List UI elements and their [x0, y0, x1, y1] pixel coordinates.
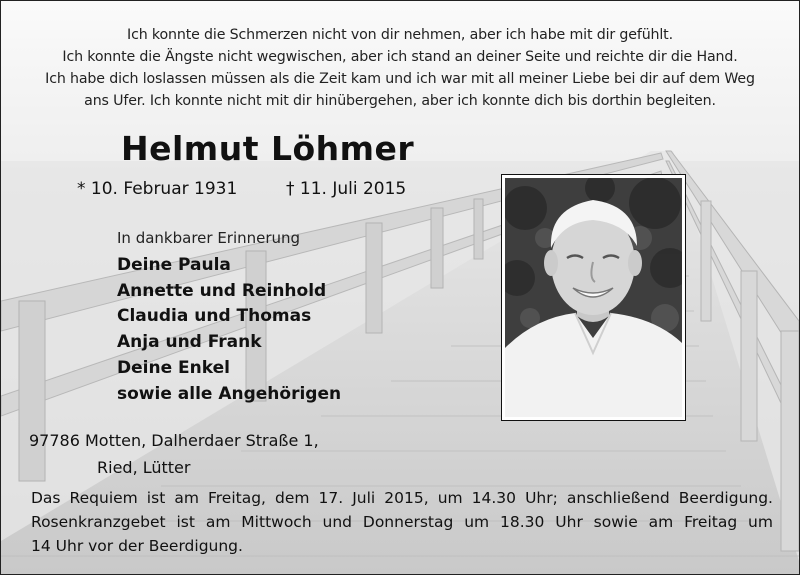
mourners-list [117, 253, 341, 407]
poem-line-2: Ich konnte die Ängste nicht wegwischen, aber ich stand an deiner Seite und reichte dir die Hand. [62, 49, 738, 65]
birth-date: * 10. Februar 1931 [77, 179, 238, 199]
poem-line-3: Ich habe dich loslassen müssen als die Zeit kam und ich war mit all meiner Liebe bei dir auf dem Weg [45, 71, 755, 87]
service-line-1: Das Requiem ist am Freitag, dem 17. Juli 2015, um 14.30 Uhr; anschließend Beerdigung. [31, 489, 773, 507]
death-date: † 11. Juli 2015 [286, 179, 407, 199]
poem-line-4: ans Ufer. Ich konnte nicht mit dir hinübergehen, aber ich konnte dich bis dorthin begleiten. [84, 93, 716, 109]
mourner-item: Deine Enkel [117, 357, 230, 378]
mourner-item: Anja und Frank [117, 332, 262, 353]
memorial-poem [21, 24, 779, 112]
poem-line-1: Ich konnte die Schmerzen nicht von dir nehmen, aber ich habe mit dir gefühlt. [127, 27, 673, 43]
address-line-2: Ried, Lütter [97, 458, 191, 477]
mourner-item: Annette und Reinhold [117, 280, 327, 301]
address-line-1: 97786 Motten, Dalherdaer Straße 1, [29, 431, 319, 450]
mourner-item: sowie alle Angehörigen [117, 383, 342, 404]
mourner-item: Claudia und Thomas [117, 306, 312, 327]
deceased-name: Helmut Löhmer [121, 129, 415, 168]
service-line-2: Rosenkranzgebet ist am Mittwoch und Donnerstag um 18.30 Uhr sowie am Freitag um [31, 513, 773, 531]
remembrance-intro: In dankbarer Erinnerung [117, 229, 301, 247]
portrait-image [505, 178, 682, 417]
portrait-photo [501, 174, 686, 421]
service-line-3: 14 Uhr vor der Beerdigung. [31, 537, 243, 555]
service-info [31, 486, 773, 558]
mourner-item: Deine Paula [117, 255, 231, 275]
